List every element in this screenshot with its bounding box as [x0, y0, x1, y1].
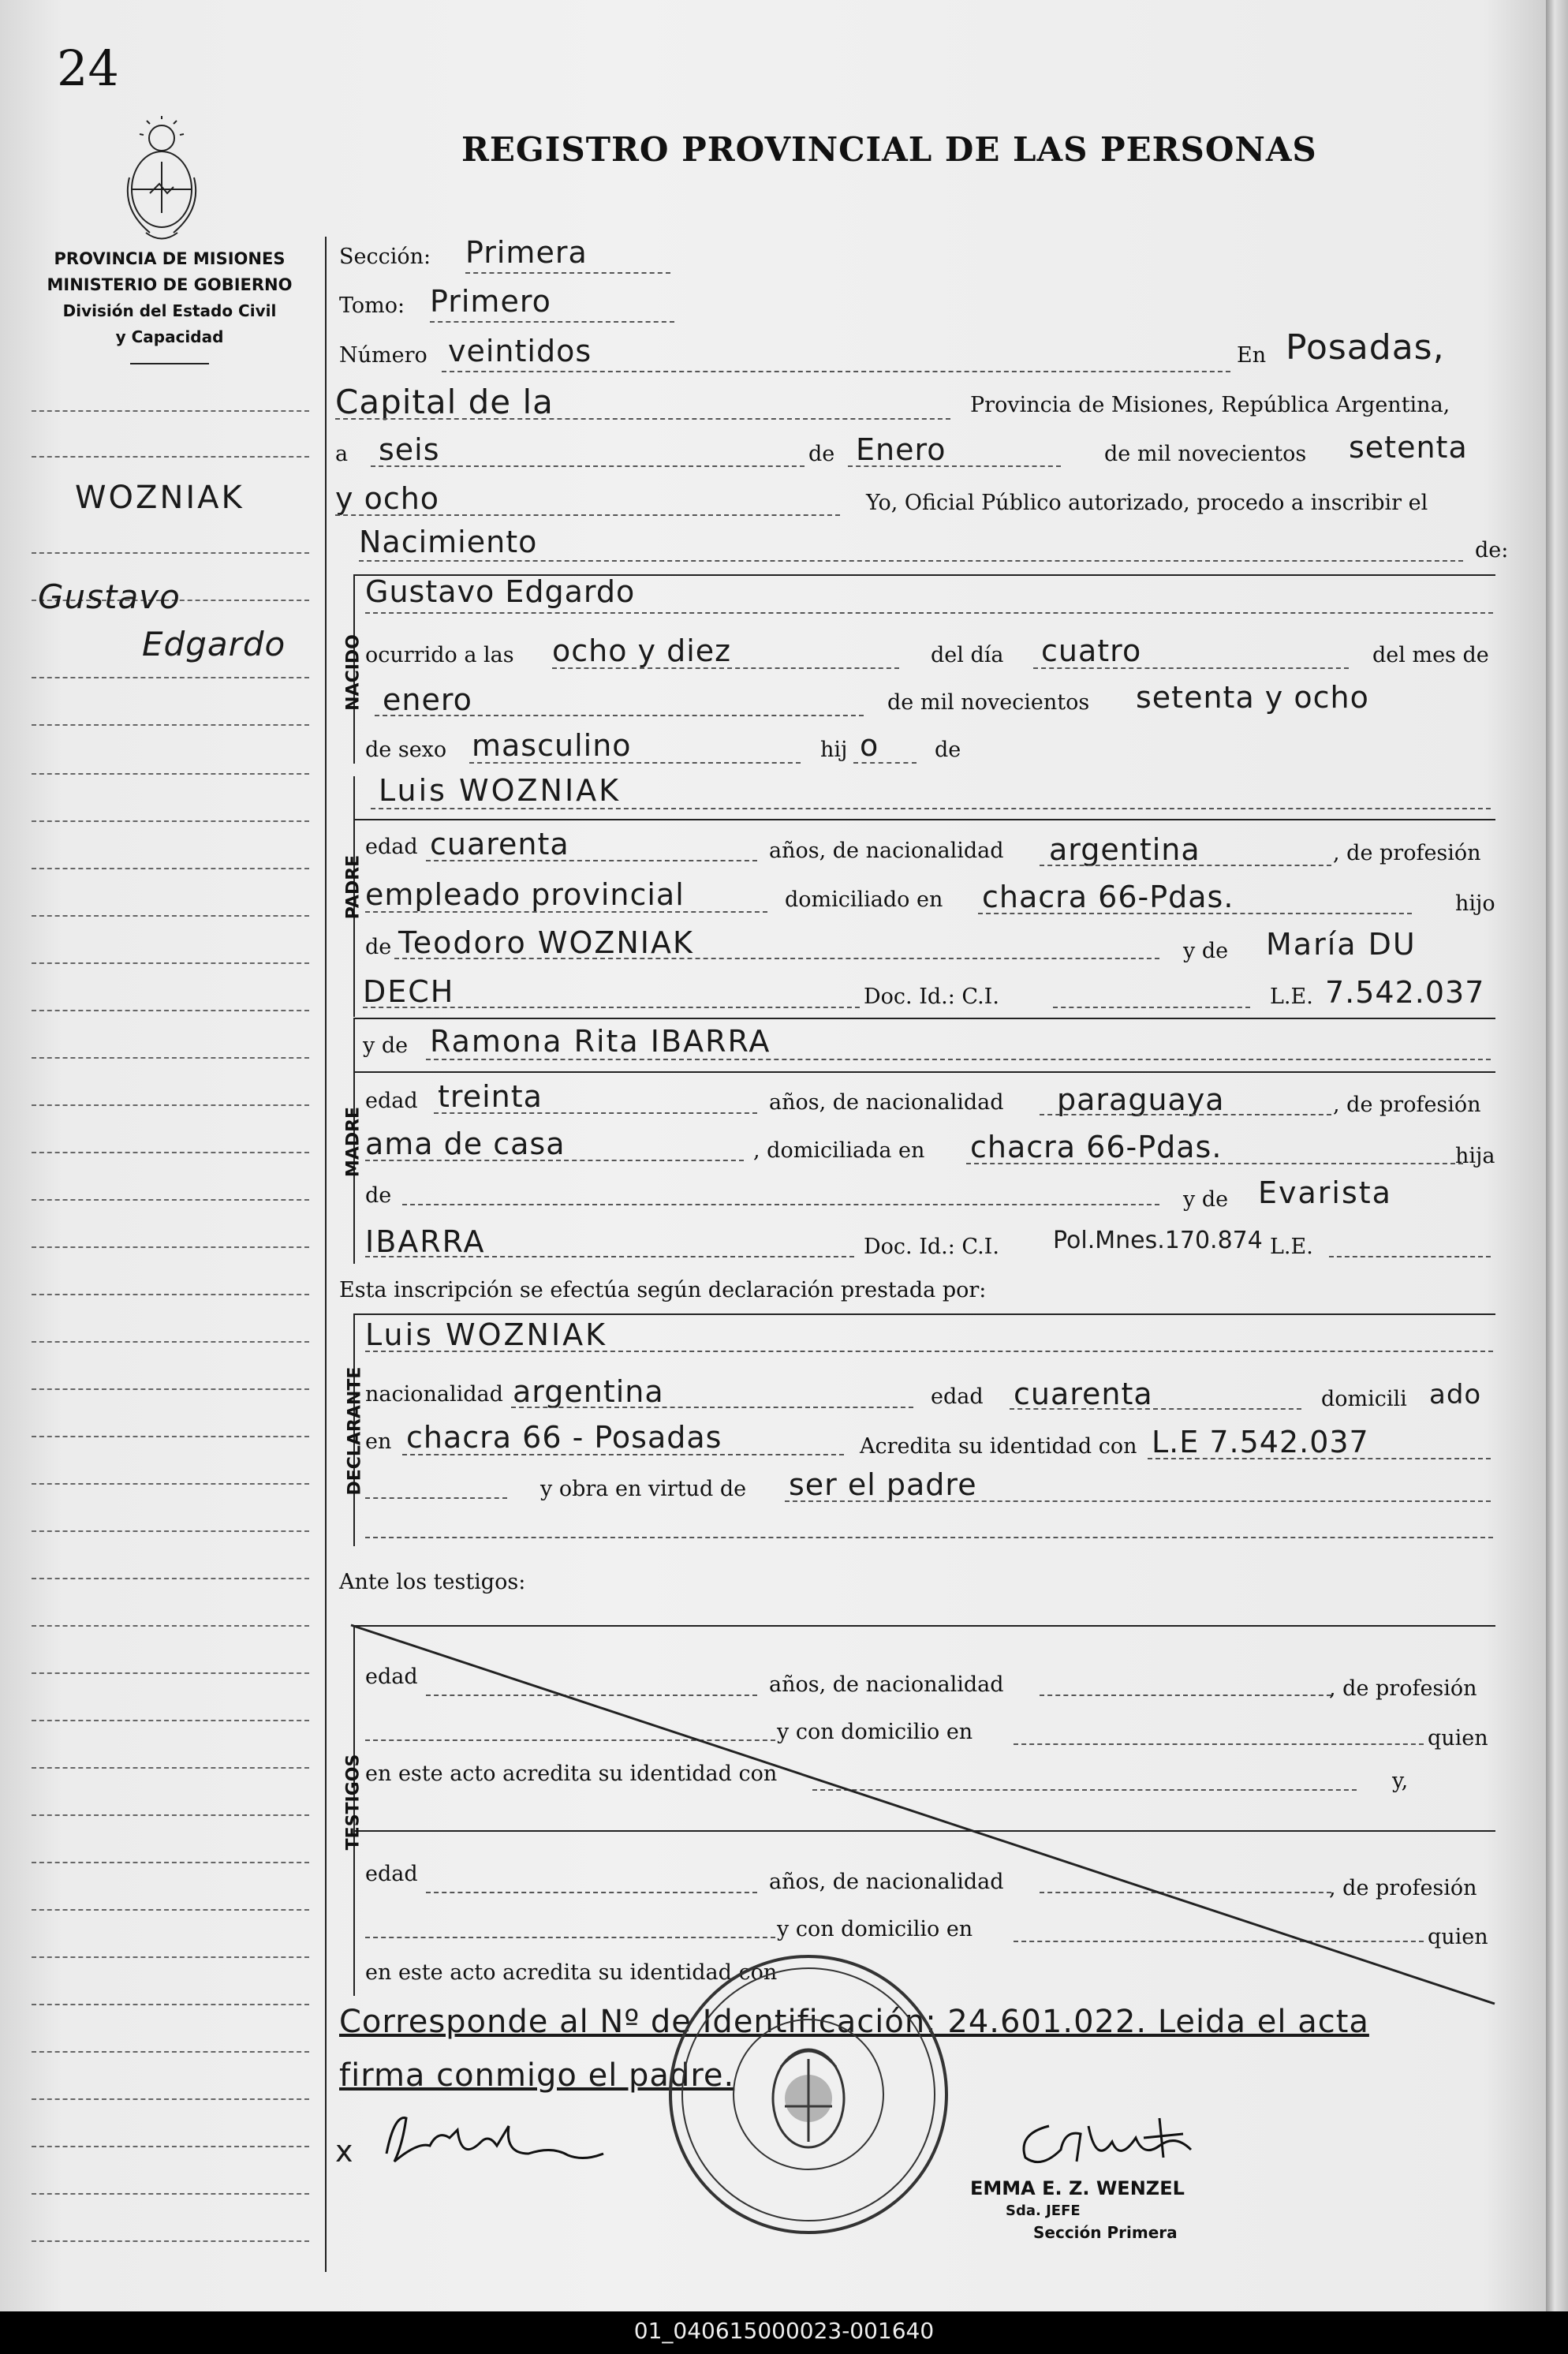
margin-line: [32, 820, 309, 822]
padre-edad-label: edad: [365, 835, 418, 859]
nacido-de-label: de: [935, 738, 961, 762]
madre-le-line: [1329, 1256, 1491, 1257]
t2-quien-label: quien: [1428, 1925, 1488, 1949]
t2-edad-label: edad: [365, 1862, 418, 1886]
padre-prof-line: [365, 911, 767, 913]
madre-prof-line: [365, 1160, 744, 1161]
madre-dom-value: chacra 66-Pdas.: [970, 1130, 1223, 1164]
margin-line: [32, 2051, 309, 2053]
sexo-line: [469, 762, 801, 764]
numero-label: Número: [339, 343, 427, 368]
t2-dom-label: y con domicilio en: [777, 1917, 973, 1941]
madre-dom-label: , domiciliada en: [753, 1138, 925, 1163]
day-born-value: cuatro: [1041, 633, 1142, 668]
sexo-value: masculino: [472, 728, 632, 763]
margin-line: [32, 456, 309, 458]
day-value: seis: [379, 432, 440, 467]
seccion-label: Sección:: [339, 245, 431, 269]
margin-line: [32, 868, 309, 869]
padre-y-de-label: y de: [1183, 939, 1229, 963]
city2-line: [335, 418, 950, 420]
madre-prof-label: , de profesión: [1333, 1093, 1481, 1117]
nacido-label: NACIDO: [343, 634, 364, 711]
margin-line: [32, 1199, 309, 1201]
margin-line: [32, 1578, 309, 1579]
padre-mother-value-2: DECH: [363, 974, 455, 1009]
t2-acredita-label: en este acto acredita su identidad con: [365, 1960, 778, 1985]
margin-line: [32, 1909, 309, 1911]
margin-line: [32, 1956, 309, 1958]
padre-mother-line: [363, 1007, 860, 1008]
agency-division: División del Estado Civil: [62, 301, 277, 320]
margin-line: [32, 1436, 309, 1437]
year-text: de mil novecientos: [1104, 442, 1307, 466]
margin-line: [32, 1862, 309, 1863]
month-born-line: [375, 715, 864, 716]
madre-ci-value: Pol.Mnes.170.874: [1053, 1227, 1263, 1254]
decl-acredita-value: L.E 7.542.037: [1152, 1425, 1369, 1459]
margin-line: [32, 962, 309, 964]
madre-anos-label: años, de nacionalidad: [769, 1090, 1004, 1115]
act-type-line: [359, 560, 1463, 562]
margin-line: [32, 1483, 309, 1485]
decl-obra-line: [785, 1500, 1491, 1502]
padre-edad-value: cuarenta: [430, 827, 569, 861]
declarante-top-rule: [353, 1313, 1495, 1315]
year-born-text: de mil novecientos: [887, 690, 1090, 715]
month-value: Enero: [856, 432, 946, 467]
t2-anos-label: años, de nacionalidad: [769, 1870, 1004, 1894]
tomo-line: [430, 321, 674, 323]
margin-line: [32, 773, 309, 775]
margin-line: [32, 2004, 309, 2005]
time-line: [552, 667, 899, 669]
margin-line: [32, 1672, 309, 1674]
t1-edad-label: edad: [365, 1665, 418, 1689]
hijo-value: o: [860, 728, 879, 763]
madre-rule: [353, 1071, 1495, 1073]
tomo-value: Primero: [430, 284, 551, 319]
x-mark: x: [335, 2134, 354, 2169]
margin-given-name-2: Edgardo: [142, 625, 286, 663]
madre-top-rule: [353, 1018, 1495, 1019]
hijo-line: [853, 762, 917, 764]
t1-anos-label: años, de nacionalidad: [769, 1672, 1004, 1697]
sexo-label: de sexo: [365, 738, 447, 762]
decl-obra-value: ser el padre: [789, 1467, 977, 1502]
margin-line: [32, 1814, 309, 1816]
testigos-intro: Ante los testigos:: [339, 1570, 526, 1594]
padre-le-label: L.E.: [1270, 985, 1313, 1009]
day-born-line: [1033, 667, 1349, 669]
margin-line: [32, 552, 309, 554]
madre-mother-line: [365, 1256, 854, 1257]
decl-acredita-line: [1148, 1458, 1491, 1459]
year2-line: [335, 514, 840, 516]
margin-line: [32, 2193, 309, 2195]
coat-of-arms-icon: [118, 114, 205, 248]
decl-extra-line: [365, 1537, 1493, 1538]
city-value: Posadas,: [1286, 327, 1445, 368]
del-dia-label: del día: [931, 643, 1004, 667]
testigos-label: TESTIGOS: [343, 1754, 364, 1851]
padre-hijo-label: hijo: [1455, 891, 1495, 916]
file-name: 01_040615000023-001640: [633, 2318, 935, 2344]
nacido-name-line: [365, 612, 1493, 614]
decl-dom-label: domicili: [1321, 1387, 1407, 1411]
de-colon: de:: [1475, 538, 1509, 562]
declarante-intro: Esta inscripción se efectúa según declaración prestada por:: [339, 1278, 987, 1302]
padre-le-value: 7.542.037: [1325, 975, 1485, 1010]
agency-underline: [130, 363, 209, 364]
act-type-value: Nacimiento: [359, 525, 538, 559]
madre-name: Ramona Rita IBARRA: [430, 1024, 771, 1059]
footer-note-1: Corresponde al Nº de Identificación: 24.601.022. Leida el acta: [339, 2004, 1369, 2040]
margin-line: [32, 2146, 309, 2147]
margin-line: [32, 724, 309, 726]
page-edge: [1546, 0, 1568, 2311]
madre-y-de2-label: y de: [1183, 1187, 1229, 1212]
province-text: Provincia de Misiones, República Argentina,: [970, 393, 1450, 417]
margin-line: [32, 1388, 309, 1390]
padre-dom-label: domiciliado en: [785, 887, 943, 912]
page-title: REGISTRO PROVINCIAL DE LAS PERSONAS: [461, 130, 1317, 169]
padre-prof-value: empleado provincial: [365, 877, 685, 912]
decl-dom-suffix: ado: [1429, 1379, 1482, 1411]
madre-edad-label: edad: [365, 1089, 418, 1113]
margin-line: [32, 2098, 309, 2100]
t2-prof-label: , de profesión: [1329, 1876, 1477, 1900]
de-label: de: [808, 442, 835, 466]
declarant-signature: [371, 2098, 623, 2177]
madre-edad-line: [434, 1112, 757, 1114]
margin-given-name-1: Gustavo: [38, 577, 181, 616]
madre-name-line: [426, 1059, 1491, 1060]
decl-nac-line: [511, 1407, 913, 1408]
padre-ci-line: [1053, 1007, 1250, 1008]
declarante-name: Luis WOZNIAK: [365, 1317, 608, 1352]
margin-line: [32, 1104, 309, 1106]
padre-label: PADRE: [343, 854, 364, 920]
t1-prof-label: , de profesión: [1329, 1676, 1477, 1701]
madre-doc-label: Doc. Id.: C.I.: [864, 1235, 999, 1259]
decl-dom-line: [402, 1454, 844, 1455]
decl-en-label: en: [365, 1429, 392, 1454]
padre-dom-line: [978, 913, 1412, 914]
margin-line: [32, 1530, 309, 1532]
madre-y-de-label: y de: [363, 1033, 409, 1058]
margin-line: [32, 1294, 309, 1295]
year-value-2: y ocho: [335, 481, 440, 516]
madre-de-label: de: [365, 1183, 392, 1208]
official-seal-icon: [663, 1949, 954, 2240]
padre-name: Luis WOZNIAK: [379, 773, 622, 808]
decl-nac-label: nacionalidad: [365, 1382, 503, 1407]
madre-father-line: [402, 1204, 1159, 1205]
day-line: [371, 465, 805, 467]
t1-quien-label: quien: [1428, 1726, 1488, 1751]
madre-mother-value-2: IBARRA: [365, 1224, 486, 1259]
city2-value: Capital de la: [335, 383, 554, 421]
officer-signature: [1002, 2102, 1254, 2189]
month-line: [848, 465, 1061, 467]
margin-line: [32, 1246, 309, 1248]
agency-ministry: MINISTERIO DE GOBIERNO: [47, 275, 293, 294]
madre-prof-value: ama de casa: [365, 1127, 566, 1161]
page-number: 24: [57, 39, 119, 97]
time-value: ocho y diez: [552, 633, 732, 668]
officer-stamp-name: EMMA E. Z. WENZEL: [970, 2177, 1185, 2199]
decl-acredita-label: Acredita su identidad con: [860, 1434, 1137, 1459]
margin-line: [32, 1152, 309, 1153]
t1-acredita-label: en este acto acredita su identidad con: [365, 1762, 778, 1786]
year-born-value: setenta y ocho: [1136, 680, 1369, 715]
numero-line: [442, 371, 1230, 372]
margin-line: [32, 2240, 309, 2242]
t1-y-label: y,: [1392, 1769, 1409, 1793]
padre-doc-label: Doc. Id.: C.I.: [864, 985, 999, 1009]
officer-stamp-role: Sda. JEFE: [1006, 2203, 1081, 2219]
margin-line: [32, 1057, 309, 1059]
tomo-label: Tomo:: [339, 293, 405, 318]
ocurrido-label: ocurrido a las: [365, 643, 514, 667]
decl-edad-value: cuarenta: [1014, 1377, 1153, 1411]
padre-anos-label: años, de nacionalidad: [769, 839, 1004, 863]
decl-obra-pre-line: [365, 1497, 507, 1499]
column-divider: [325, 237, 327, 2272]
padre-nac-line: [1040, 865, 1331, 866]
numero-value: veintidos: [448, 334, 592, 368]
margin-line: [32, 1625, 309, 1627]
margin-line: [32, 1767, 309, 1769]
declarante-label: DECLARANTE: [345, 1366, 365, 1496]
margin-line: [32, 1010, 309, 1011]
del-mes-label: del mes de: [1372, 643, 1489, 667]
nacido-name: Gustavo Edgardo: [365, 574, 636, 609]
madre-nac-value: paraguaya: [1057, 1082, 1225, 1117]
margin-line: [32, 915, 309, 917]
madre-le-label: L.E.: [1270, 1235, 1313, 1259]
decl-obra-label: y obra en virtud de: [540, 1477, 747, 1501]
footer-note-2: firma conmigo el padre.: [339, 2057, 735, 2094]
padre-edad-line: [426, 860, 757, 861]
t1-dom-label: y con domicilio en: [777, 1720, 973, 1744]
margin-surname: WOZNIAK: [75, 480, 245, 516]
padre-dom-value: chacra 66-Pdas.: [982, 880, 1234, 914]
decl-nac-value: argentina: [513, 1374, 664, 1409]
padre-father-line: [394, 958, 1159, 959]
officer-stamp-section: Sección Primera: [1033, 2223, 1178, 2242]
padre-mother-value-1: María DU: [1266, 927, 1417, 962]
agency-province: PROVINCIA DE MISIONES: [54, 249, 286, 268]
padre-rule: [353, 819, 1495, 820]
year-value-1: setenta: [1349, 430, 1468, 465]
margin-line: [32, 677, 309, 678]
declarante-name-line: [365, 1351, 1493, 1352]
decl-edad-label: edad: [931, 1384, 984, 1409]
margin-line: [32, 410, 309, 412]
padre-prof-label: , de profesión: [1333, 841, 1481, 865]
padre-name-line: [371, 808, 1491, 809]
month-born-value: enero: [383, 682, 472, 717]
madre-label: MADRE: [343, 1106, 364, 1178]
margin-line: [32, 1341, 309, 1343]
madre-mother-value-1: Evarista: [1258, 1175, 1392, 1210]
decl-edad-line: [1010, 1408, 1301, 1410]
a-label: a: [335, 442, 349, 466]
seccion-value: Primera: [465, 235, 588, 270]
madre-dom-line: [966, 1163, 1463, 1164]
officer-text: Yo, Oficial Público autorizado, procedo a inscribir el: [866, 491, 1428, 515]
madre-nac-line: [1040, 1114, 1331, 1115]
decl-dom-value: chacra 66 - Posadas: [406, 1420, 722, 1455]
en-label: En: [1237, 343, 1267, 368]
hijo-label: hij: [820, 738, 848, 762]
agency-capacity: y Capacidad: [115, 327, 224, 346]
agency-block: [24, 246, 315, 350]
madre-edad-value: treinta: [438, 1079, 543, 1114]
madre-hija-label: hija: [1455, 1144, 1495, 1168]
seccion-line: [465, 272, 670, 274]
padre-father-value: Teodoro WOZNIAK: [398, 925, 694, 960]
padre-nac-value: argentina: [1049, 832, 1200, 867]
margin-line: [32, 1720, 309, 1721]
padre-de-label: de: [365, 935, 392, 959]
